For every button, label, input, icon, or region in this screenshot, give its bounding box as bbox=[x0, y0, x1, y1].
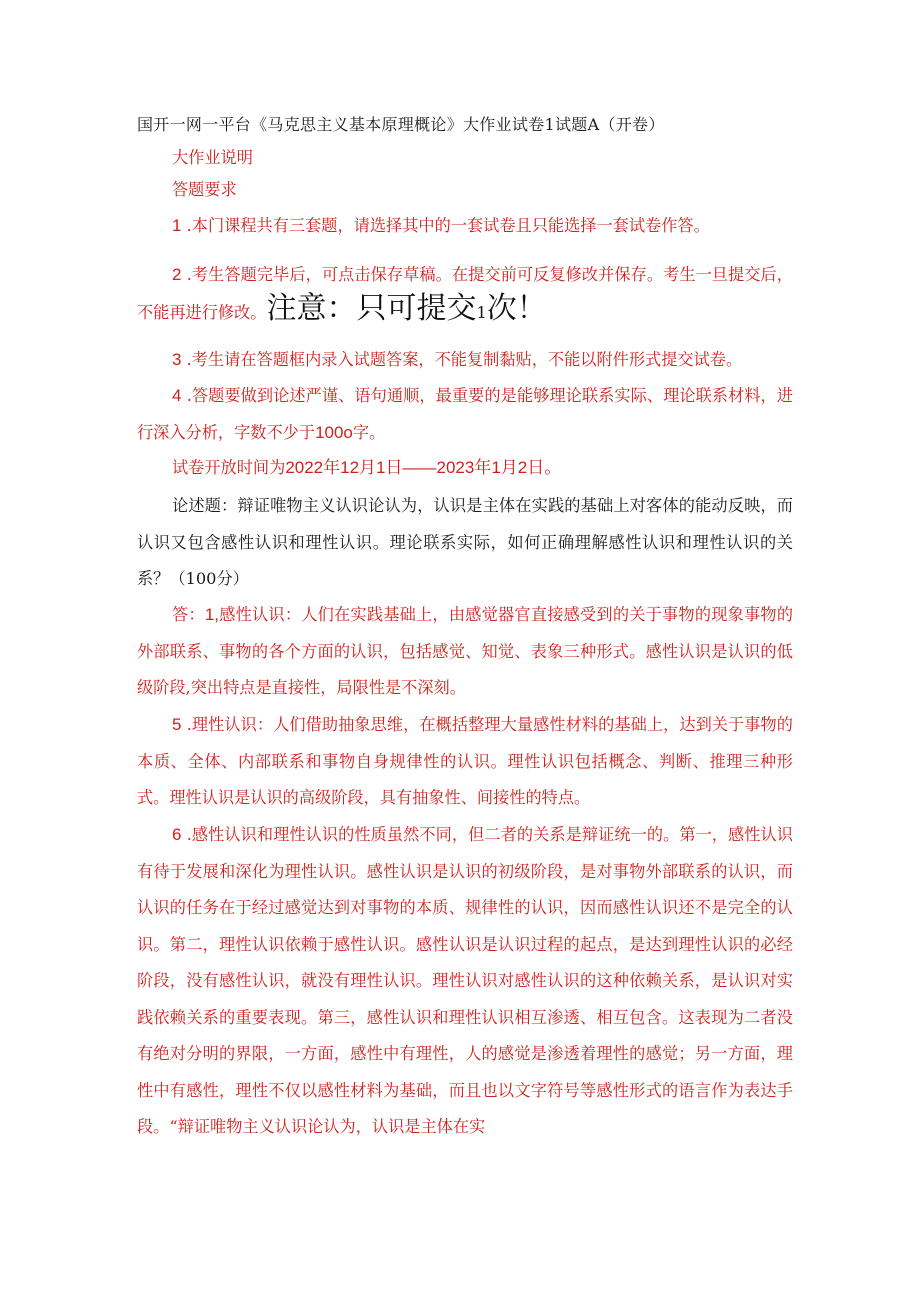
instructions-subheading: 答题要求 bbox=[172, 180, 237, 199]
answer-text: .理性认识：人们借助抽象思维，在概括整理大量感性材料的基础上，达到关于事物的本质、全体、内部联系和事物自身规律性的认识。理性认识包括概念、判断、推理三种形式。理性认识是认识的高级阶段，具有抽象性、间接性的特点。 bbox=[137, 715, 793, 807]
notice-emphasis bbox=[267, 291, 547, 326]
instructions-heading: 大作业说明 bbox=[172, 148, 253, 167]
notice-count: 1 bbox=[476, 302, 487, 322]
instruction-text: .考生答题完毕后，可点击保存草稿。在提交前可反复修改并保存。考生一旦提交后，不能再进行修改。 bbox=[137, 265, 793, 322]
question-text: 论述题：辩证唯物主义认识论认为，认识是主体在实践的基础上对客体的能动反映，而认识又包含感性认识和理性认识。理论联系实际，如何正确理解感性认识和理性认识的关系？（100分） bbox=[137, 496, 793, 588]
answer-item-6 bbox=[137, 817, 793, 1146]
instruction-number: 4 bbox=[172, 386, 182, 405]
notice-text-a: 注意：只可提交 bbox=[266, 290, 477, 326]
word-count: 100o bbox=[315, 422, 353, 442]
instruction-number: 1 bbox=[172, 216, 182, 235]
answer-number: 6 bbox=[172, 825, 182, 844]
answer-prefix: 答： bbox=[172, 605, 205, 624]
document-title: 国开一网一平台《马克思主义基本原理概论》大作业试卷1试题A（开卷） bbox=[137, 115, 665, 134]
answer-item-5 bbox=[137, 707, 793, 817]
instruction-text: .考生请在答题框内录入试题答案，不能复制黏贴，不能以附件形式提交试卷。 bbox=[186, 350, 743, 369]
answer-text: 感性认识：人们在实践基础上，由感觉器官直接感受到的关于事物的现象事物的外部联系、事物的各个方面的认识，包括感觉、知觉、表象三种形式。感性认识是认识的低级阶段,突出特点是直接性，局限性是不深刻。 bbox=[137, 605, 794, 697]
notice-text-b: 次！ bbox=[486, 290, 547, 326]
instruction-item-4 bbox=[137, 378, 793, 451]
instruction-item-1 bbox=[137, 208, 793, 245]
instruction-text: .本门课程共有三套题，请选择其中的一套试卷且只能选择一套试卷作答。 bbox=[186, 216, 710, 235]
answer-number: 5 bbox=[172, 715, 182, 734]
open-time bbox=[137, 450, 793, 487]
answer-text: .感性认识和理性认识的性质虽然不同，但二者的关系是辩证统一的。第一，感性认识有待于发展和深化为理性认识。感性认识是认识的初级阶段，是对事物外部联系的认识，而认识的任务在于经过感觉达到对事物的本质、规律性的认识，因而感性认识还不是完全的认识。第二，理性认识依赖于感性认识。感性认识是认识过程的起点，是达到理性认识的必经阶段，没有感性认识，就没有理性认识。理性认识对感性认识的这种依赖关系，是认识对实践依赖关系的重要表现。第三，感性认识和理性认识相互渗透、相互包含。这表现为二者没有绝对分明的界限，一方面，感性中有理性，人的感觉是渗透着理性的感觉；另一方面，理性中有感性，理性不仅以感性材料为基础，而且也以文字符号等感性形式的语言作为表达手段。“辩证唯物主义认识论认为，认识是主体在实 bbox=[137, 825, 793, 1136]
instruction-item-2 bbox=[137, 257, 793, 331]
instruction-item-3 bbox=[137, 342, 793, 379]
instruction-text: .答题要做到论述严谨、语句通顺，最重要的是能够理论联系实际、理论联系材料，进行深入分析，字数不少于 bbox=[137, 386, 793, 442]
open-time-label: 试卷开放时间为 bbox=[172, 458, 286, 477]
answer-number: 1, bbox=[204, 605, 219, 624]
instruction-number: 3 bbox=[172, 350, 182, 369]
open-time-value: 2022年12月1日——2023年1月2日。 bbox=[285, 458, 562, 477]
word-unit: 字。 bbox=[352, 422, 386, 442]
answer-item-1 bbox=[137, 597, 793, 707]
instruction-number: 2 bbox=[172, 265, 182, 284]
